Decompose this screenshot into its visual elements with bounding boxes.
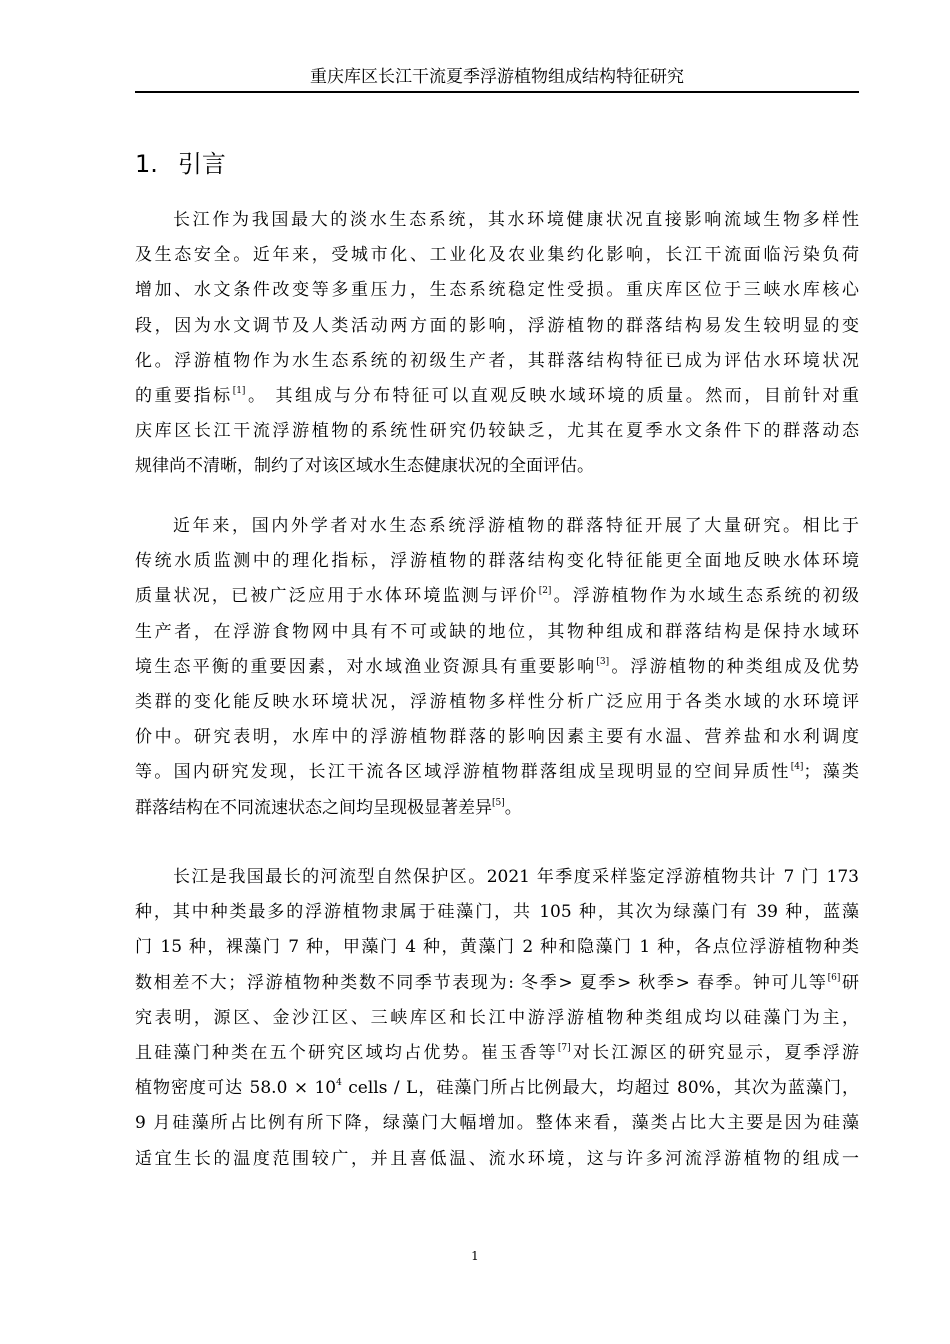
citation-superscript: [3] bbox=[596, 656, 610, 667]
text-line bbox=[135, 793, 859, 823]
text-run: 9 月硅藻所占比例有所下降，绿藻门大幅增加。整体来看，藻类占比大主要是因为硅藻 bbox=[135, 1113, 859, 1134]
text-run: 增加、水文条件改变等多重压力，生态系统稳定性受损。重庆库区位于三峡水库核心 bbox=[135, 280, 859, 301]
text-run: cells / L，硅藻门所占比例最大，均超过 80%，其次为蓝藻门， bbox=[341, 1078, 859, 1099]
text-line bbox=[135, 451, 859, 481]
citation-superscript: [4] bbox=[790, 762, 804, 773]
text-run: 。 其组成与分布特征可以直观反映水域环境的质量。然而，目前针对重 bbox=[245, 386, 859, 406]
text-run: 植物密度可达 58.0 × 10 bbox=[135, 1078, 337, 1099]
citation-superscript: [6] bbox=[827, 972, 841, 983]
text-line bbox=[135, 311, 859, 341]
section-title: 引言 bbox=[177, 150, 226, 178]
text-run: 对长江源区的研究显示，夏季浮游 bbox=[570, 1043, 859, 1063]
text-run: 价中。研究表明，水库中的浮游植物群落的影响因素主要有水温、营养盐和水利调度 bbox=[135, 727, 859, 748]
text-run: 群落结构在不同流速状态之间均呈现极显著差异 bbox=[135, 797, 492, 818]
text-line bbox=[135, 546, 859, 576]
text-run: 。浮游植物作为水域生态系统的初级 bbox=[551, 586, 859, 607]
citation-superscript: [2] bbox=[538, 586, 552, 597]
text-run: 长江作为我国最大的淡水生态系统，其水环境健康状况直接影响流域生物多样性 bbox=[173, 210, 859, 230]
text-run: 。 bbox=[504, 797, 522, 818]
text-line bbox=[135, 240, 859, 270]
text-line bbox=[135, 1073, 859, 1103]
text-line bbox=[135, 205, 859, 235]
text-line bbox=[135, 511, 859, 541]
text-run: 及生态安全。近年来，受城市化、工业化及农业集约化影响，长江干流面临污染负荷 bbox=[135, 245, 859, 266]
citation-superscript: 4 bbox=[336, 1078, 342, 1089]
text-line bbox=[135, 687, 859, 717]
text-line bbox=[135, 932, 859, 962]
text-line bbox=[135, 381, 859, 411]
page-number: 1 bbox=[471, 1249, 479, 1263]
text-run: 数相差不大；浮游植物种类数不同季节表现为: 冬季> 夏季> 秋季> 春季。钟可儿等 bbox=[135, 972, 828, 993]
text-run: 究表明，源区、金沙江区、三峡库区和长江中游浮游植物种类组成均以硅藻门为主， bbox=[135, 1007, 859, 1028]
text-line bbox=[135, 1003, 859, 1033]
text-run: 且硅藻门种类在五个研究区域均占优势。崔玉香等 bbox=[135, 1043, 558, 1063]
text-line bbox=[135, 862, 859, 892]
text-run: 的重要指标 bbox=[135, 386, 233, 406]
text-run: 研 bbox=[840, 972, 859, 993]
citation-superscript: [1] bbox=[232, 386, 246, 396]
section-heading bbox=[135, 146, 226, 182]
running-header: 重庆库区长江干流夏季浮游植物组成结构特征研究 bbox=[135, 64, 859, 93]
text-run: 适宜生长的温度范围较广，并且喜低温、流水环境，这与许多河流浮游植物的组成一 bbox=[135, 1148, 859, 1169]
text-run: 门 15 种，裸藻门 7 种，甲藻门 4 种，黄藻门 2 种和隐藻门 1 种，各点位浮游植物种类 bbox=[135, 937, 859, 958]
text-run: 庆库区长江干流浮游植物的系统性研究仍较缺乏，尤其在夏季水文条件下的群落动态 bbox=[135, 421, 859, 442]
text-line bbox=[135, 757, 859, 787]
citation-superscript: [7] bbox=[557, 1043, 571, 1053]
text-line bbox=[135, 1144, 859, 1174]
text-line bbox=[135, 275, 859, 305]
text-run: 传统水质监测中的理化指标，浮游植物的群落结构变化特征能更全面地反映水体环境 bbox=[135, 551, 859, 572]
text-run: 近年来，国内外学者对水生态系统浮游植物的群落特征开展了大量研究。相比于 bbox=[173, 516, 859, 536]
text-run: 种，其中种类最多的浮游植物隶属于硅藻门，共 105 种，其次为绿藻门有 39 种，蓝藻 bbox=[135, 902, 859, 923]
citation-superscript: [5] bbox=[492, 797, 505, 808]
text-run: 规律尚不清晰，制约了对该区域水生态健康状况的全面评估。 bbox=[135, 456, 594, 477]
text-run: 生产者，在浮游食物网中具有不可或缺的地位，其物种组成和群落结构是保持水域环 bbox=[135, 621, 859, 642]
text-line bbox=[135, 617, 859, 647]
text-line bbox=[135, 722, 859, 752]
text-run: 等。国内研究发现，长江干流各区域浮游植物群落组成呈现明显的空间异质性 bbox=[135, 762, 791, 783]
text-run: 段，因为水文调节及人类活动两方面的影响，浮游植物的群落结构易发生较明显的变 bbox=[135, 315, 859, 336]
text-line bbox=[135, 1038, 859, 1068]
text-run: 境生态平衡的重要因素，对水域渔业资源具有重要影响 bbox=[135, 656, 597, 677]
text-line bbox=[135, 968, 859, 998]
text-line bbox=[135, 897, 859, 927]
text-run: 。浮游植物的种类组成及优势 bbox=[609, 656, 859, 677]
text-line bbox=[135, 581, 859, 611]
text-line bbox=[135, 1108, 859, 1138]
text-run: 质量状况，已被广泛应用于水体环境监测与评价 bbox=[135, 586, 539, 607]
text-line bbox=[135, 652, 859, 682]
text-run: ；藻类 bbox=[803, 762, 859, 783]
section-number: 1. bbox=[135, 150, 158, 178]
text-line bbox=[135, 416, 859, 446]
text-line bbox=[135, 346, 859, 376]
text-run: 长江是我国最长的河流型自然保护区。2021 年季度采样鉴定浮游植物共计 7 门 173 bbox=[173, 867, 859, 887]
text-run: 化。浮游植物作为水生态系统的初级生产者，其群落结构特征已成为评估水环境状况 bbox=[135, 350, 859, 371]
text-run: 类群的变化能反映水环境状况，浮游植物多样性分析广泛应用于各类水域的水环境评 bbox=[135, 692, 859, 712]
